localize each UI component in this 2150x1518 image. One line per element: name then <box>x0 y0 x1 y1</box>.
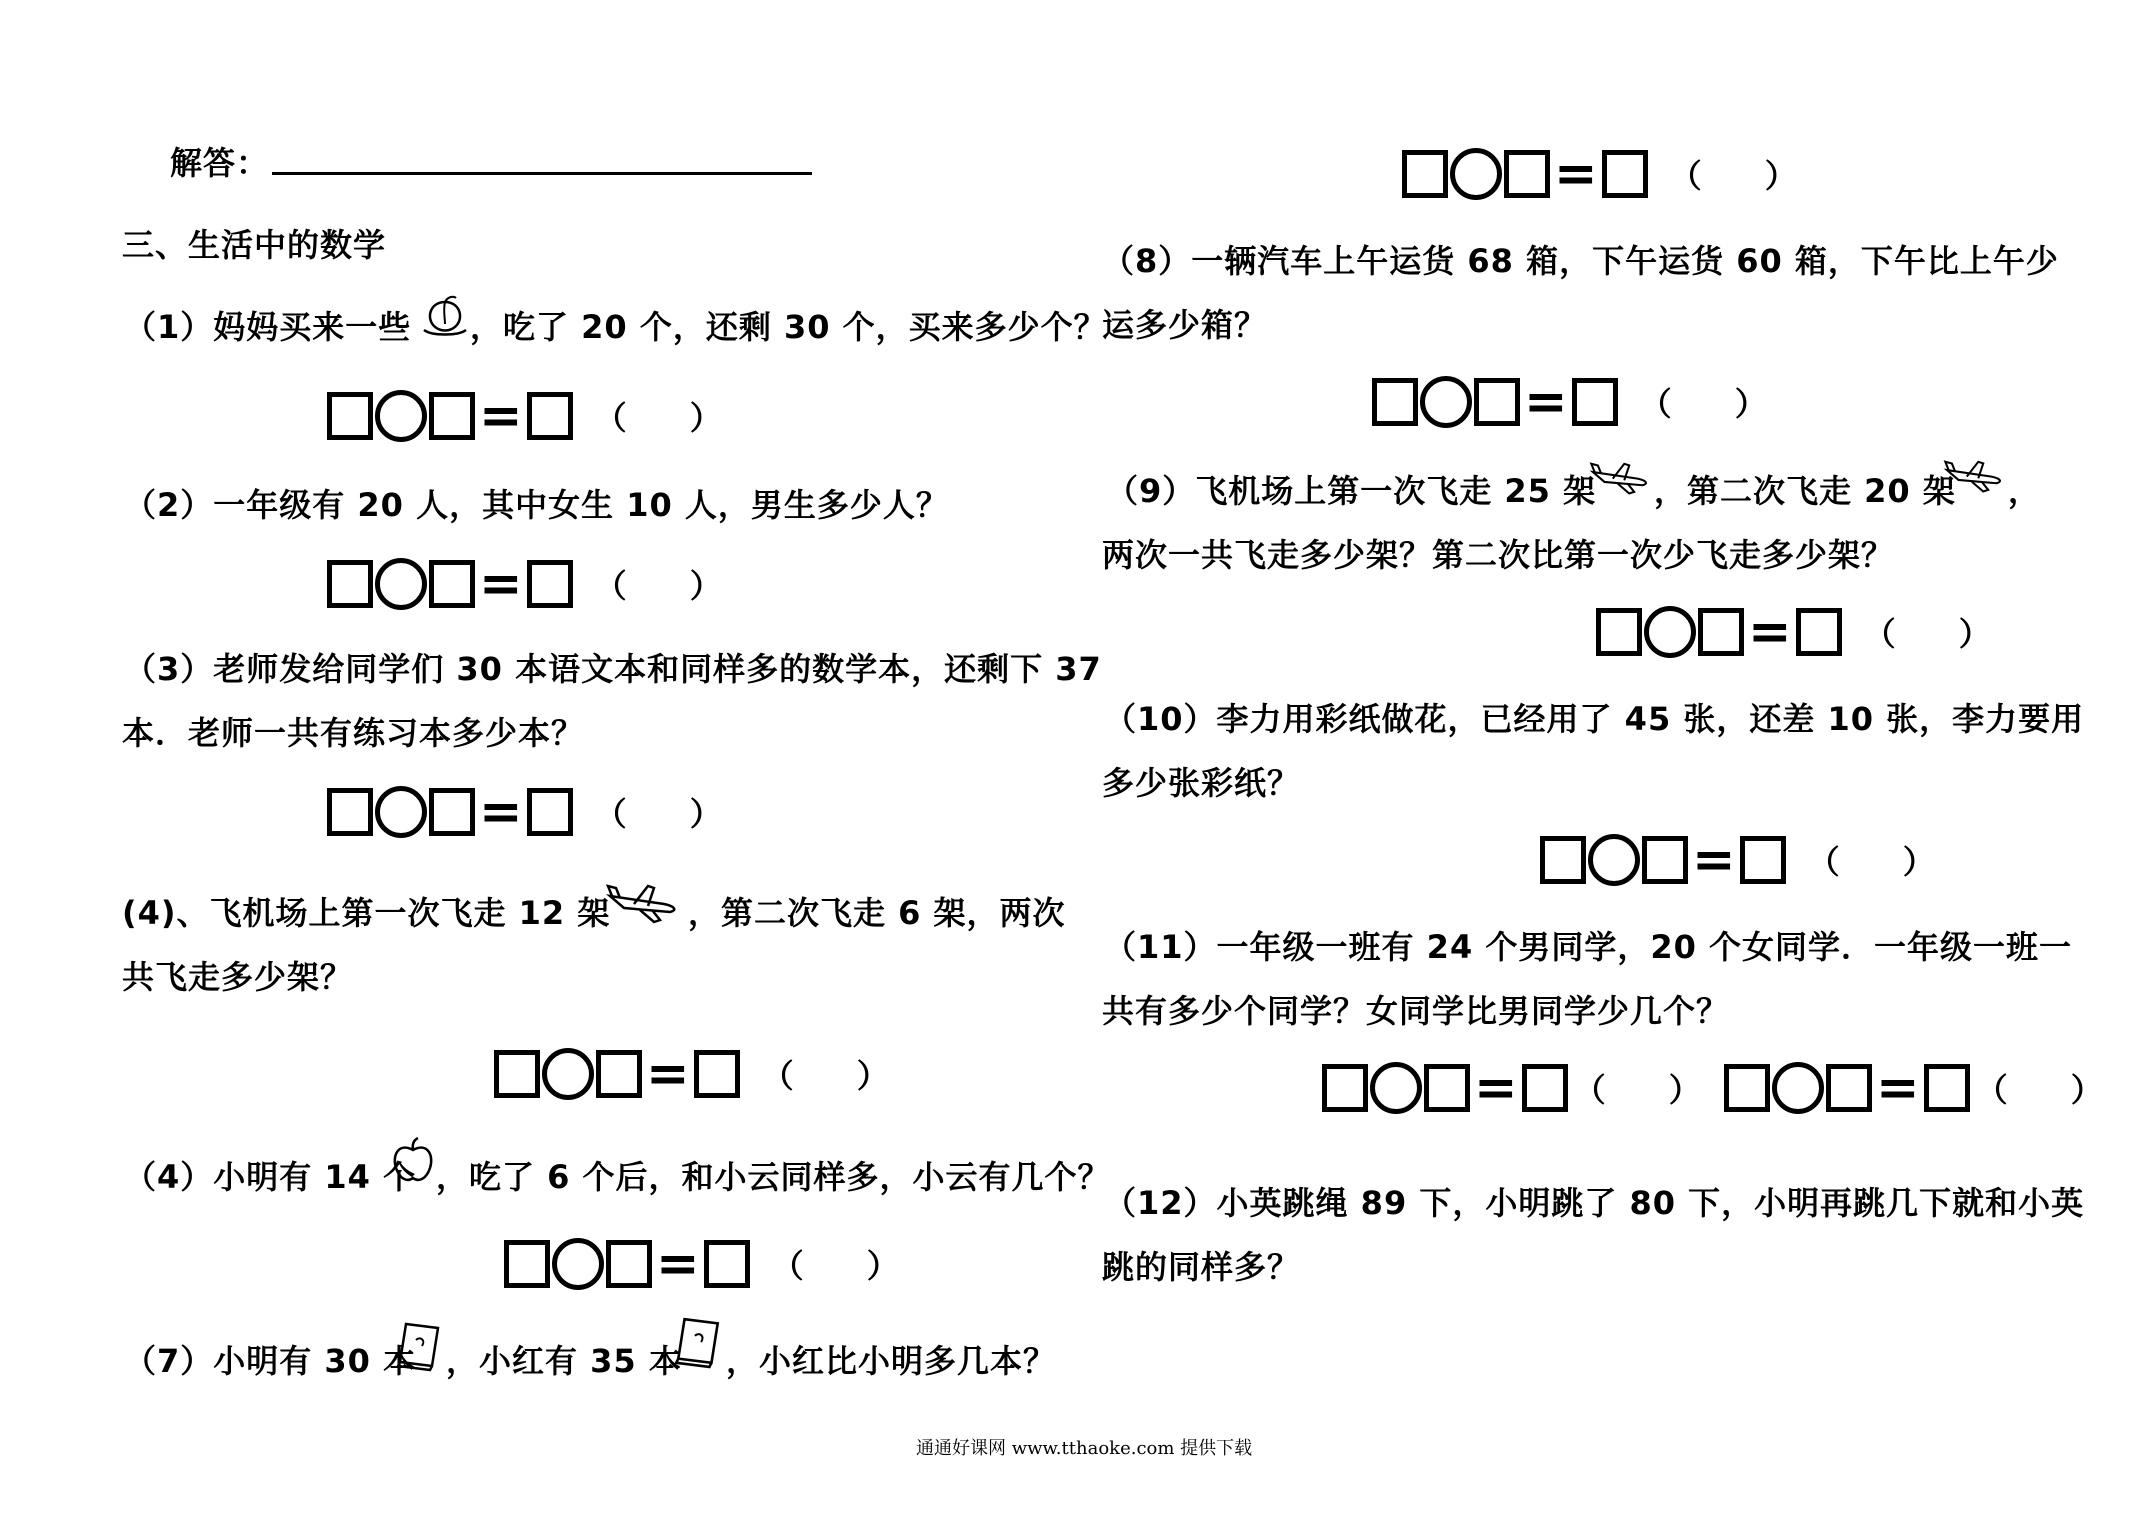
q7-text-middle: ，小红有 35 本 <box>446 1342 682 1380</box>
q7-equation <box>1402 146 1823 202</box>
answer-box[interactable] <box>1504 150 1550 198</box>
operator-circle[interactable] <box>375 558 427 610</box>
operator-circle[interactable] <box>375 390 427 442</box>
answer-box[interactable] <box>429 560 475 608</box>
answer-box[interactable] <box>1474 378 1520 426</box>
operator-circle[interactable] <box>542 1048 594 1100</box>
q9-text-line2: 两次一共飞走多少架？第二次比第一次少飞走多少架？ <box>1102 536 1895 574</box>
q1-text-before: （1）妈妈买来一些 <box>124 308 412 346</box>
operator-circle[interactable] <box>1644 606 1696 658</box>
q11-equation-1 <box>1322 1060 1727 1116</box>
q9-text-middle: ，第二次飞走 20 架 <box>1654 472 1956 510</box>
answer-box[interactable] <box>429 392 475 440</box>
answer-box[interactable] <box>1826 1064 1872 1112</box>
answer-box[interactable] <box>429 788 475 836</box>
q4a-equation <box>494 1046 915 1102</box>
answer-box[interactable] <box>694 1050 740 1098</box>
unit-parens[interactable]: （ ） <box>1573 1071 1727 1109</box>
operator-circle[interactable] <box>375 786 427 838</box>
q9-text-before: （9）飞机场上第一次飞走 25 架 <box>1106 472 1597 510</box>
equals-sign: = <box>646 1044 690 1104</box>
unit-parens[interactable]: （ ） <box>594 567 748 605</box>
q12-text-line2: 跳的同样多？ <box>1102 1248 1301 1286</box>
unit-parens[interactable]: （ ） <box>594 795 748 833</box>
operator-circle[interactable] <box>1588 834 1640 886</box>
q11-text-line1: （11）一年级一班有 24 个男同学，20 个女同学．一年级一班一 <box>1104 928 2073 966</box>
equals-sign: = <box>479 554 523 614</box>
unit-parens[interactable]: （ ） <box>761 1057 915 1095</box>
operator-circle[interactable] <box>552 1238 604 1290</box>
unit-parens[interactable]: （ ） <box>594 399 748 437</box>
q11-equation-2 <box>1724 1060 2129 1116</box>
unit-parens[interactable]: （ ） <box>771 1247 925 1285</box>
q4a-text-after: ，第二次飞走 6 架，两次 <box>688 894 1066 932</box>
unit-parens[interactable]: （ ） <box>1863 615 2017 653</box>
answer-box[interactable] <box>1372 378 1418 426</box>
q4b-text-before: （4）小明有 14 个 <box>124 1158 417 1196</box>
operator-circle[interactable] <box>1420 376 1472 428</box>
equals-sign: = <box>1554 144 1598 204</box>
q4a-text-before: (4)、飞机场上第一次飞走 12 架 <box>122 894 611 932</box>
answer-box[interactable] <box>1740 836 1786 884</box>
q1-equation <box>327 388 748 444</box>
q3-text-line1: （3）老师发给同学们 30 本语文本和同样多的数学本，还剩下 37 <box>124 650 1102 688</box>
answer-box[interactable] <box>606 1240 652 1288</box>
section-title: 三、生活中的数学 <box>122 226 387 264</box>
equals-sign: = <box>1876 1058 1920 1118</box>
answer-box[interactable] <box>1424 1064 1470 1112</box>
equals-sign: = <box>479 782 523 842</box>
answer-box[interactable] <box>1796 608 1842 656</box>
unit-parens[interactable]: （ ） <box>1669 157 1823 195</box>
q2-text: （2）一年级有 20 人，其中女生 10 人，男生多少人？ <box>124 486 949 524</box>
operator-circle[interactable] <box>1450 148 1502 200</box>
answer-box[interactable] <box>504 1240 550 1288</box>
book-icon <box>392 1318 446 1372</box>
operator-circle[interactable] <box>1772 1062 1824 1114</box>
airplane-icon <box>1942 454 2008 496</box>
q8-text-line2: 运多少箱？ <box>1102 306 1268 344</box>
q4b-text-after: ，吃了 6 个后，和小云同样多，小云有几个？ <box>436 1158 1111 1196</box>
answer-box[interactable] <box>527 392 573 440</box>
book-icon <box>670 1312 726 1370</box>
q4a-text-line2: 共飞走多少架？ <box>122 958 354 996</box>
answer-box[interactable] <box>527 788 573 836</box>
answer-box[interactable] <box>1924 1064 1970 1112</box>
q7-text-after: ，小红比小明多几本？ <box>726 1342 1057 1380</box>
q2-equation <box>327 556 748 612</box>
q10-text-line2: 多少张彩纸？ <box>1102 764 1301 802</box>
footer-credit: 通通好课网 www.tthaoke.com 提供下载 <box>916 1438 1253 1459</box>
answer-box[interactable] <box>1724 1064 1770 1112</box>
answer-box[interactable] <box>1540 836 1586 884</box>
q12-text-line1: （12）小英跳绳 89 下，小明跳了 80 下，小明再跳几下就和小英 <box>1104 1184 2085 1222</box>
q11-text-line2: 共有多少个同学？女同学比男同学少几个？ <box>1102 992 1730 1030</box>
equals-sign: = <box>1524 372 1568 432</box>
q4b-equation <box>504 1236 925 1292</box>
answer-box[interactable] <box>1698 608 1744 656</box>
q9-text-after: ， <box>2008 472 2042 510</box>
answer-box[interactable] <box>1322 1064 1368 1112</box>
answer-box[interactable] <box>1572 378 1618 426</box>
answer-box[interactable] <box>704 1240 750 1288</box>
answer-label: 解答： <box>170 144 270 182</box>
operator-circle[interactable] <box>1370 1062 1422 1114</box>
answer-box[interactable] <box>1402 150 1448 198</box>
q10-text-line1: （10）李力用彩纸做花，已经用了 45 张，还差 10 张，李力要用 <box>1104 700 2085 738</box>
answer-box[interactable] <box>1642 836 1688 884</box>
q3-text-line2: 本．老师一共有练习本多少本？ <box>122 714 585 752</box>
q7-text-before: （7）小明有 30 本 <box>124 1342 417 1380</box>
unit-parens[interactable]: （ ） <box>1975 1071 2129 1109</box>
answer-box[interactable] <box>1522 1064 1568 1112</box>
equals-sign: = <box>1474 1058 1518 1118</box>
answer-box[interactable] <box>527 560 573 608</box>
unit-parens[interactable]: （ ） <box>1807 843 1961 881</box>
answer-blank-line[interactable] <box>272 172 812 175</box>
airplane-icon <box>604 878 684 926</box>
q1-text-after: ，吃了 20 个，还剩 30 个，买来多少个？ <box>470 308 1107 346</box>
answer-box[interactable] <box>494 1050 540 1098</box>
q8-equation <box>1372 374 1793 430</box>
apple-icon <box>390 1136 436 1186</box>
q10-equation <box>1540 832 1961 888</box>
answer-box[interactable] <box>327 392 373 440</box>
answer-box[interactable] <box>596 1050 642 1098</box>
equals-sign: = <box>1692 830 1736 890</box>
q3-equation <box>327 784 748 840</box>
q9-equation <box>1596 604 2017 660</box>
equals-sign: = <box>1748 602 1792 662</box>
unit-parens[interactable]: （ ） <box>1639 385 1793 423</box>
equals-sign: = <box>656 1234 700 1294</box>
answer-box[interactable] <box>1602 150 1648 198</box>
peach-icon <box>420 294 470 338</box>
answer-box[interactable] <box>1596 608 1642 656</box>
answer-box[interactable] <box>327 788 373 836</box>
equals-sign: = <box>479 386 523 446</box>
airplane-icon <box>1588 456 1654 498</box>
answer-box[interactable] <box>327 560 373 608</box>
q8-text-line1: （8）一辆汽车上午运货 68 箱，下午运货 60 箱，下午比上午少 <box>1102 242 2059 280</box>
